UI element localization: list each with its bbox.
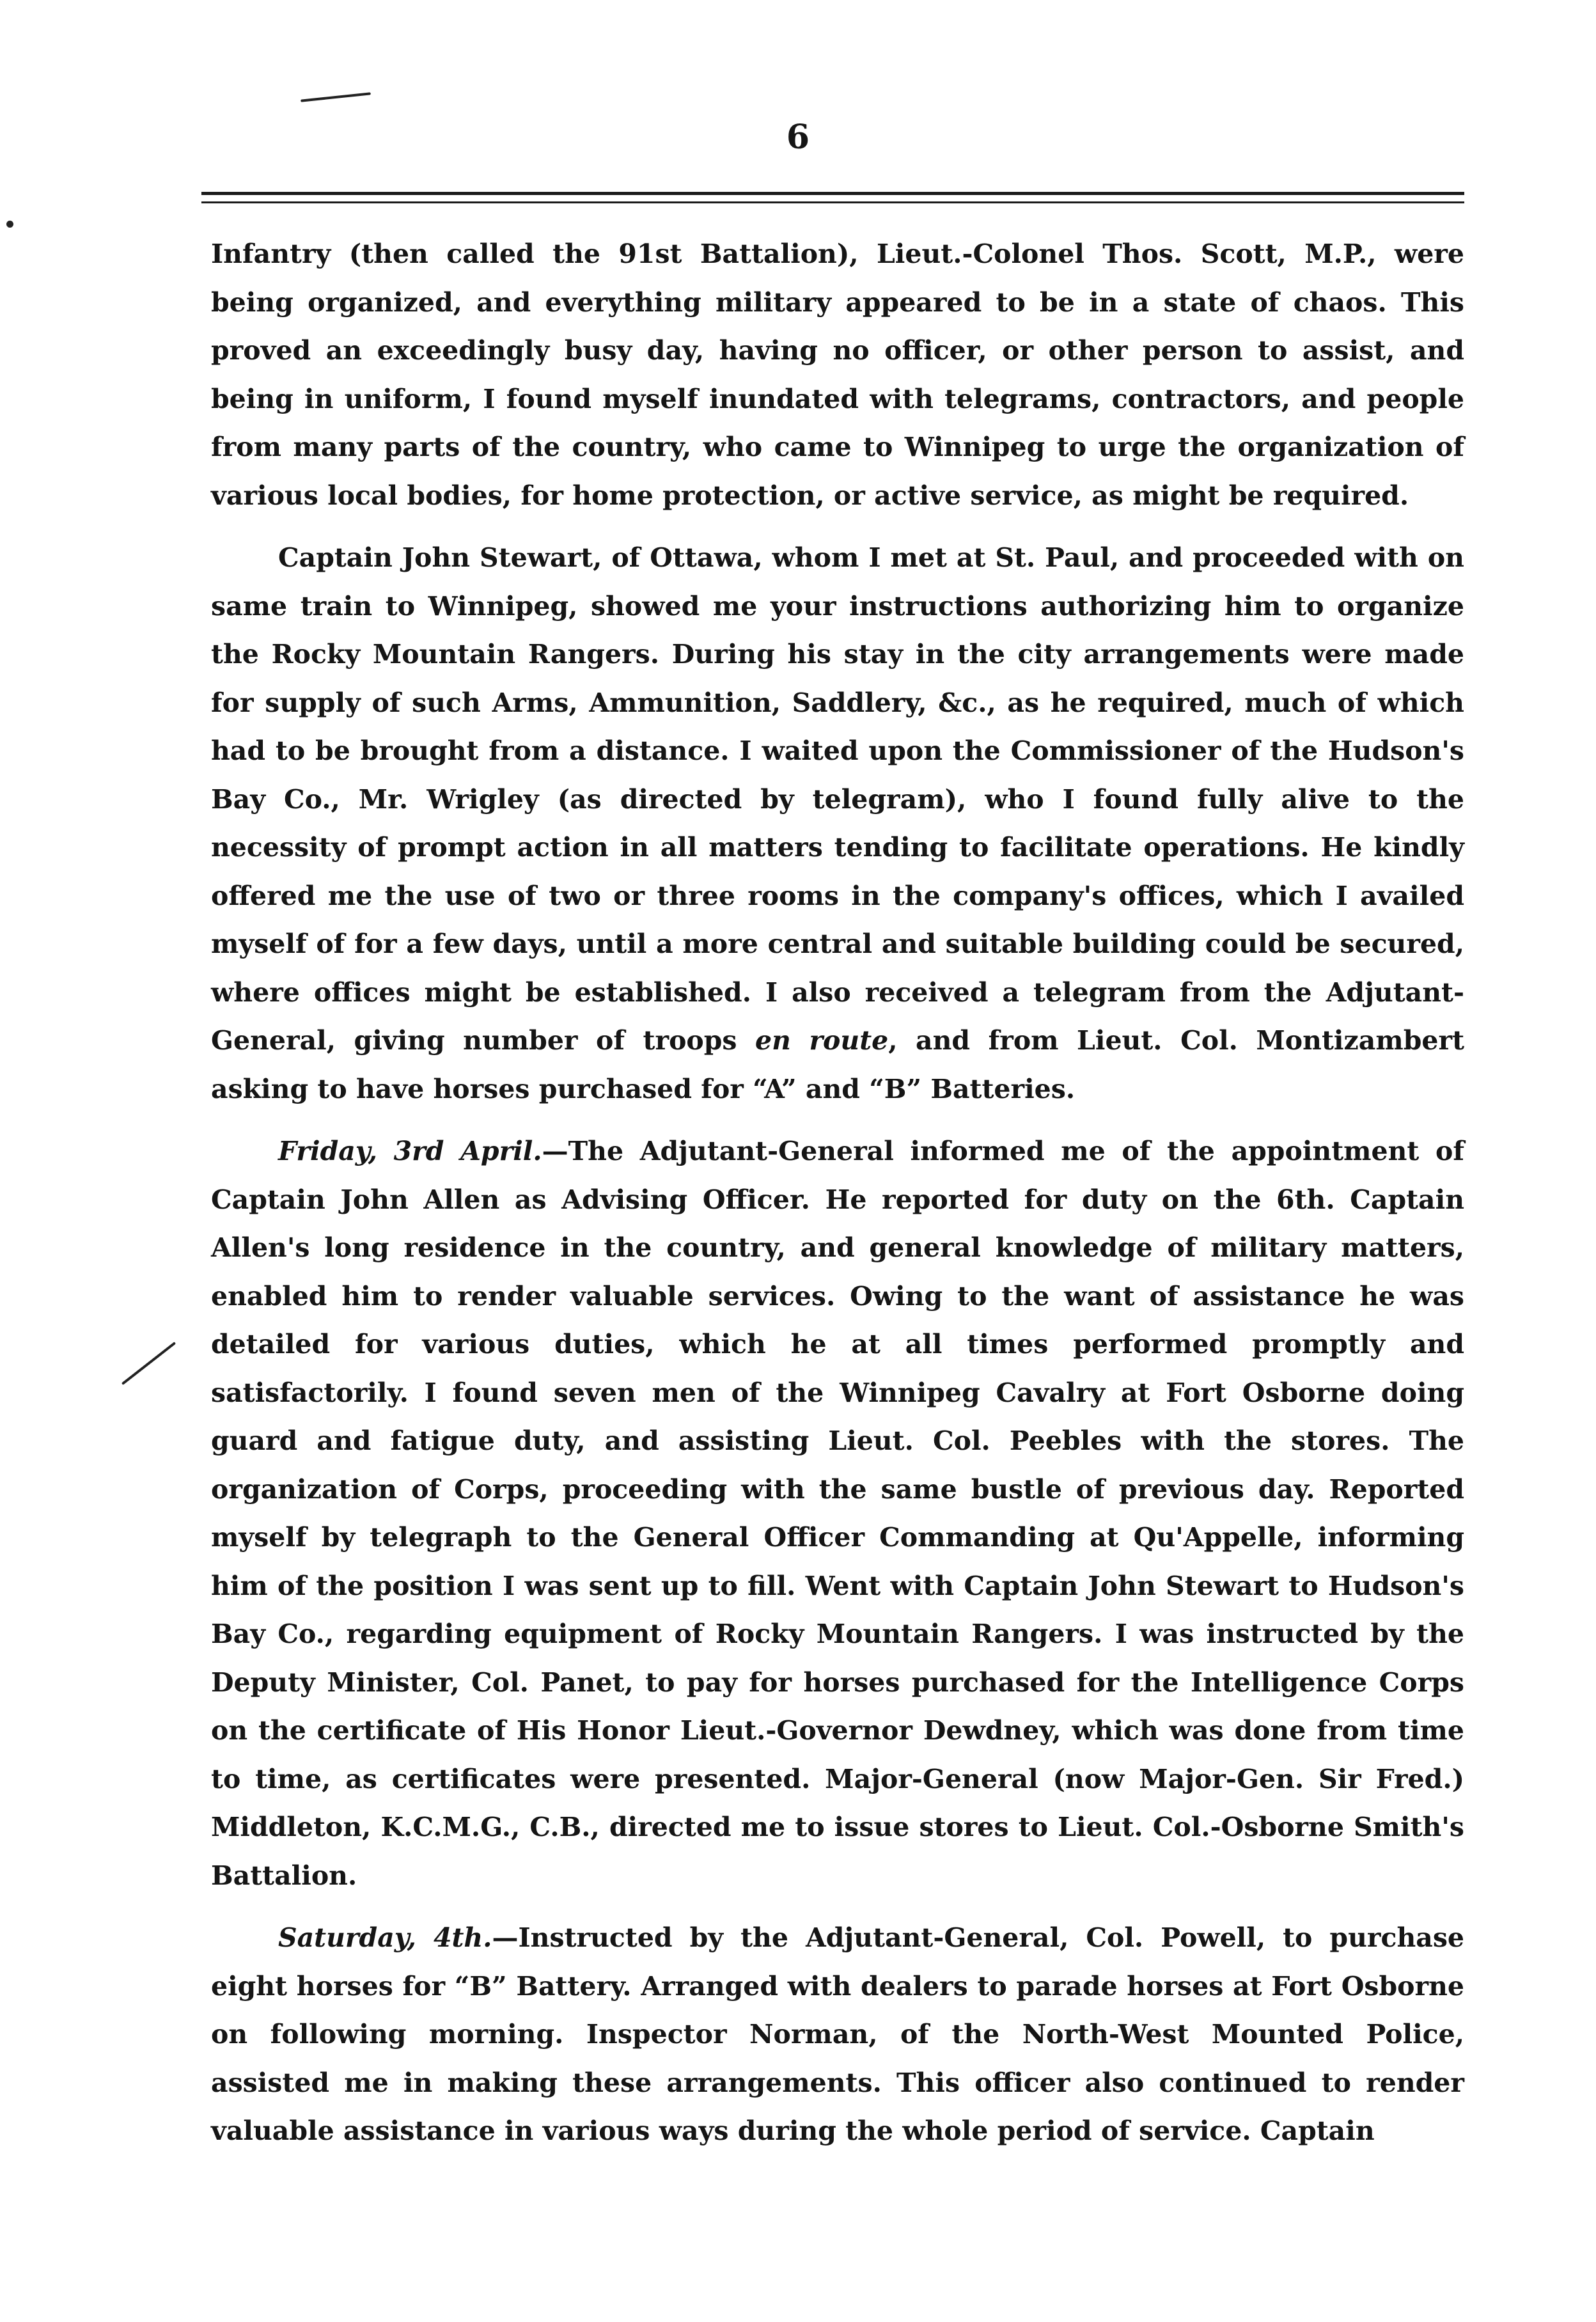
paragraph-4 bbox=[211, 1914, 1464, 2156]
paragraph-4-date-heading: Saturday, 4th. bbox=[278, 1922, 492, 1953]
paragraph-2-tail: , and from Lieut. Col. Montizambert asking to have horses purchased for “A” and “B” Batteries. bbox=[211, 1025, 1465, 1104]
stray-dot-mark bbox=[6, 221, 13, 228]
header-rule-thick bbox=[201, 192, 1464, 195]
body-text bbox=[211, 230, 1464, 2170]
paragraph-2-text: Captain John Stewart, of Ottawa, whom I met at St. Paul, and proceeded with on same train to Winnipeg, showed me your instructions authorizing him to organize the Rocky Mountain Rangers. During his stay in the city arrangements were made for supply of such Arms, Ammunition, Saddlery, &c., as he required, much of which had to be brought from a distance. I waited upon the Commissioner of the Hudson's Bay Co., Mr. Wrigley (as directed by telegram), who I found fully alive to the necessity of prompt action in all matters tending to facilitate operations. He kindly offered me the use of two or three rooms in the company's offices, which I availed myself of for a few days, until a more central and suitable building could be secured, where offices might be established. I also received a telegram from the Adjutant-General, giving number of troops bbox=[211, 542, 1464, 1056]
header-rule-thin bbox=[201, 201, 1464, 203]
page-number: 6 bbox=[786, 118, 810, 157]
paragraph-1-text: Infantry (then called the 91st Battalion), Lieut.-Colonel Thos. Scott, M.P., were being organized, and everything military appeared to be in a state of chaos. This proved an exceedingly busy day, having no officer, or other person to assist, and being in uniform, I found myself inundated with telegrams, contractors, and people from many parts of the country, who came to Winnipeg to urge the organization of various local bodies, for home protection, or active service, as might be required. bbox=[211, 239, 1464, 511]
paragraph-3 bbox=[211, 1127, 1464, 1900]
paragraph-3-text: —The Adjutant-General informed me of the appointment of Captain John Allen as Advising Officer. He reported for duty on the 6th. Captain Allen's long residence in the country, and general knowledge of military matters, enabled him to render valuable services. Owing to the want of assistance he was detailed for various duties, which he at all times performed promptly and satisfactorily. I found seven men of the Winnipeg Cavalry at Fort Osborne doing guard and fatigue duty, and assisting Lieut. Col. Peebles with the stores. The organization of Corps, proceeding with the same bustle of previous day. Reported myself by telegraph to the General Officer Commanding at Qu'Appelle, informing him of the position I was sent up to fill. Went with Captain John Stewart to Hudson's Bay Co., regarding equipment of Rocky Mountain Rangers. I was instructed by the Deputy Minister, Col. Panet, to pay for horses purchased for the Intelligence Corps on the certificate of His Honor Lieut.-Governor Dewdney, which was done from time to time, as certificates were presented. Major-General (now Major-Gen. Sir Fred.) Middleton, K.C.M.G., C.B., directed me to issue stores to Lieut. Col.-Osborne Smith's Battalion. bbox=[211, 1136, 1465, 1891]
paragraph-2-italic-phrase: en route bbox=[755, 1025, 889, 1056]
margin-slash-mark bbox=[121, 1342, 176, 1385]
paragraph-3-date-heading: Friday, 3rd April. bbox=[278, 1136, 542, 1166]
paragraph-2 bbox=[211, 534, 1464, 1113]
stray-pen-mark bbox=[301, 92, 371, 102]
paragraph-4-text: —Instructed by the Adjutant-General, Col. Powell, to purchase eight horses for “B” Battery. Arranged with dealers to parade horses at Fort Osborne on following morning. Inspector Norman, of the North-West Mounted Police, assisted me in making these arrangements. This officer also continued to render valuable assistance in various ways during the whole period of service. Captain bbox=[211, 1922, 1464, 2146]
paragraph-1 bbox=[211, 230, 1464, 520]
